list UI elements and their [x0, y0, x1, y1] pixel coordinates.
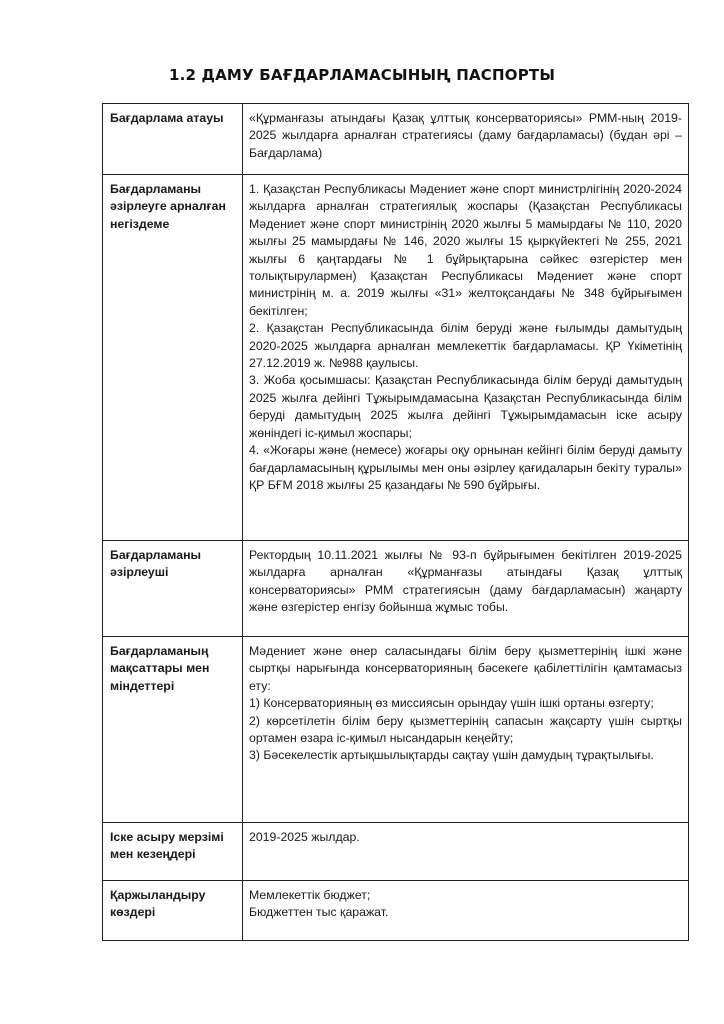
table-row [103, 637, 689, 823]
row-value-cell [243, 823, 689, 881]
goals-item-3: 3) Бәсекелестік артықшылықтарды сақтау үшін дамудың тұрақтылығы. [249, 748, 654, 763]
passport-table [102, 103, 689, 941]
goals-label: Бағдарламаның мақсаттары мен міндеттері [110, 644, 210, 693]
program-name-value: «Құрманғазы атындағы Қазақ ұлттық консерваториясы» РММ-ның 2019-2025 жылдарға арналған стратегиясы (даму бағдарламасы) (бұдан әрі – Бағдарлама) [249, 111, 682, 160]
row-value-cell [243, 881, 689, 941]
row-label-cell [103, 823, 243, 881]
row-value-cell [243, 541, 689, 637]
basis-item-2: 2. Қазақстан Республикасында білім беруді және ғылымды дамытудың 2020-2025 жылдарға арналған мемлекеттік бағдарламасы. ҚР Үкіметінің 27.12.2019 ж. №988 қаулысы. [249, 321, 682, 371]
developer-value: Ректордың 10.11.2021 жылғы № 93-п бұйрығымен бекітілген 2019-2025 жылдарға арналған «Құрманғазы атындағы Қазақ ұлттық консерваториясы» РММ стратегиясын (даму бағдарламасын) жаңарту және өзгерістер енгізу бойынша жұмыс тобы. [249, 548, 682, 615]
row-value-cell [243, 104, 689, 175]
row-value-cell [243, 175, 689, 541]
goals-intro: Мәдениет және өнер саласындағы білім беру қызметтерінің ішкі және сыртқы нарығында консерваторияның бәсекеге қабілеттілігін қамтамасыз ету: [249, 644, 682, 693]
program-name-label: Бағдарлама атауы [110, 111, 224, 125]
table-row [103, 541, 689, 637]
row-label-cell [103, 541, 243, 637]
goals-item-1: 1) Консерваторияның өз миссиясын орындау үшін ішкі ортаны өзгерту; [249, 696, 654, 711]
row-label-cell [103, 175, 243, 541]
row-label-cell [103, 104, 243, 175]
table-row [103, 175, 689, 541]
basis-item-1: 1. Қазақстан Республикасы Мәдениет және спорт министрлігінің 2020-2024 жылдарға арналған стратегиялық жоспары (Қазақстан Республикасы Мәдениет және спорт министрінің 2020 жылғы 5 мамырдағы № 110, 2020 жылғы 25 мамырдағы № 146, 2020 жылғы 15 қыркүйектегі № 255, 2021 жылғы 6 қаңтардағы № 1 бұйрықтарына сәйкес өзгерістер мен толықтырулармен) Қазақстан Республикасы Мәдениет және спорт министрінің м. а. 2019 жылғы «31» желтоқсандағы № 348 бұйрығымен бекітілген; [249, 182, 682, 318]
row-label-cell [103, 637, 243, 823]
page-title: 1.2 ДАМУ БАҒДАРЛАМАСЫНЫҢ ПАСПОРТЫ [168, 66, 556, 84]
basis-item-3: 3. Жоба қосымшасы: Қазақстан Республикасында білім беруді дамытудың 2025 жылға дейінгі Тұжырымдамасына Қазақстан Республикасында білім беруді дамытудың 2025 жылға дейінгі Тұжырымдамасын іске асыру жөніндегі іс-қимыл жоспары; [249, 373, 682, 440]
table-row [103, 881, 689, 941]
funding-label: Қаржыландыру көздері [110, 888, 206, 920]
funding-item-2: Бюджеттен тыс қаражат. [249, 905, 389, 920]
basis-label: Бағдарламаны әзірлеуге арналған негіздеме [110, 182, 226, 231]
period-label: Іске асыру мерзімі мен кезеңдері [110, 830, 224, 862]
table-row [103, 823, 689, 881]
table-row [103, 104, 689, 175]
basis-item-4: 4. «Жоғары және (немесе) жоғары оқу орнынан кейінгі білім беруді дамыту бағдарламасының құрылымы мен оны әзірлеу қағидаларын бекіту туралы» ҚР БҒМ 2018 жылғы 25 қазандағы № 590 бұйрығы. [249, 443, 682, 492]
row-label-cell [103, 881, 243, 941]
row-value-cell [243, 637, 689, 823]
developer-label: Бағдарламаны әзірлеуші [110, 548, 202, 580]
goals-item-2: 2) көрсетілетін білім беру қызметтерінің сапасын жақсарту үшін сыртқы ортамен өзара іс-қимыл нысандарын кеңейту; [249, 713, 682, 746]
funding-item-1: Мемлекеттік бюджет; [249, 888, 371, 902]
period-value: 2019-2025 жылдар. [249, 830, 360, 844]
